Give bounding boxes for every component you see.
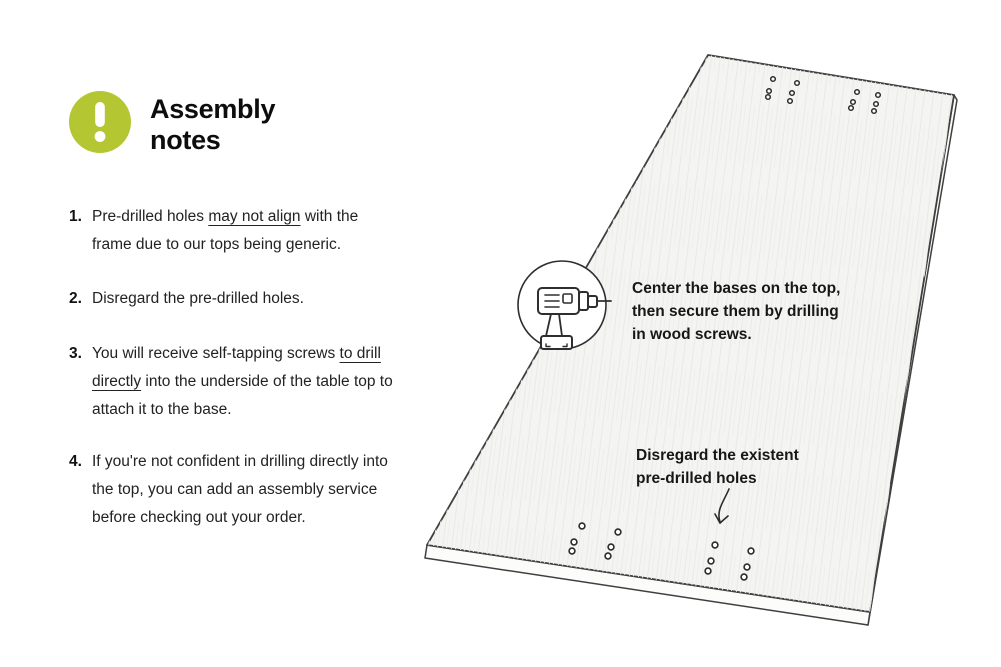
note-item [69,340,399,424]
note-number: 4. [69,453,82,470]
exclamation-icon [69,91,131,153]
note-item [69,285,399,313]
note-number: 3. [69,345,82,362]
note-text: You will receive self-tapping screws to drill directly into the underside of the table top to attach it to the base. [92,345,393,418]
note-text: Pre-drilled holes may not align with the frame due to our tops being generic. [92,208,359,253]
drill-callout-text [632,277,882,346]
drill-callout-line1: Center the bases on the top, [632,280,841,297]
note-item [69,448,399,532]
note-item [69,203,399,259]
note-number: 1. [69,208,82,225]
drill-callout-line2: then secure them by drilling [632,303,839,320]
note-number: 2. [69,290,82,307]
assembly-notes-list [69,203,399,532]
note-text: Disregard the pre-drilled holes. [92,290,304,307]
alert-badge [69,91,131,153]
holes-callout-text [636,444,856,490]
drill-callout-line3: in wood screws. [632,326,752,343]
page-title-line2: notes [150,125,221,155]
page-title [150,94,275,156]
holes-callout-line2: pre-drilled holes [636,470,757,487]
note-text: If you're not confident in drilling directly into the top, you can add an assembly service before checking out your order. [92,453,388,526]
holes-callout-line1: Disregard the existent [636,447,799,464]
page-title-line1: Assembly [150,94,276,124]
